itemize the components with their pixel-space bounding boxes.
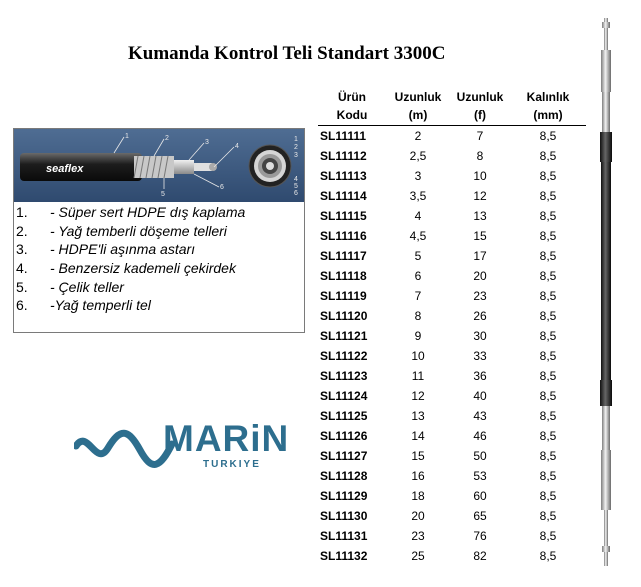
svg-text:3: 3: [205, 139, 209, 146]
cell-length-f: 60: [473, 489, 487, 503]
cell-length-f: 46: [473, 429, 487, 443]
cell-thickness: 8,5: [539, 269, 557, 283]
cell-length-m: 2,5: [409, 149, 427, 163]
svg-text:1: 1: [294, 136, 298, 143]
svg-text:2: 2: [294, 144, 298, 151]
cell-product-code: SL11118: [320, 269, 367, 283]
cell-thickness: 8,5: [539, 489, 557, 503]
cell-thickness: 8,5: [539, 229, 557, 243]
legend-item: 1. - Süper sert HDPE dış kaplama: [16, 204, 246, 221]
cell-product-code: SL11122: [320, 349, 368, 363]
cell-length-f: 33: [473, 349, 487, 363]
legend-item: 6. -Yağ temperli tel: [16, 297, 151, 314]
cell-length-m: 13: [411, 409, 425, 423]
cell-thickness: 8,5: [539, 549, 557, 563]
cell-length-m: 14: [411, 429, 425, 443]
table-row: [318, 266, 586, 286]
cell-length-f: 10: [473, 169, 487, 183]
cell-thickness: 8,5: [539, 349, 557, 363]
cell-thickness: 8,5: [539, 429, 557, 443]
cell-length-m: 10: [411, 349, 425, 363]
cell-product-code: SL11128: [320, 469, 368, 483]
cell-length-m: 4: [414, 209, 422, 223]
cell-length-m: 12: [411, 389, 425, 403]
table-row: [318, 406, 586, 426]
cell-thickness: 8,5: [539, 189, 557, 203]
cell-length-m: 18: [411, 489, 425, 503]
cell-length-m: 3,5: [409, 189, 427, 203]
cell-thickness: 8,5: [539, 249, 557, 263]
legend-item: 5. - Çelik teller: [16, 278, 124, 295]
page-title: Kumanda Kontrol Teli Standart 3300C: [128, 43, 446, 64]
table-row: [318, 186, 586, 206]
cell-length-m: 20: [411, 509, 425, 523]
cell-product-code: SL11127: [320, 449, 368, 463]
cell-length-m: 4,5: [409, 229, 427, 243]
table-row: [318, 466, 586, 486]
cell-product-code: SL11111: [320, 129, 367, 143]
cell-product-code: SL11117: [320, 249, 367, 263]
cell-thickness: 8,5: [539, 129, 557, 143]
brand-logo: seaflex: [46, 163, 84, 175]
cell-length-f: 12: [473, 189, 487, 203]
table-row: [318, 346, 586, 366]
cell-length-f: 43: [473, 409, 487, 423]
table-row: [318, 246, 586, 266]
table-row: [318, 546, 586, 566]
cell-length-m: 25: [411, 549, 425, 563]
cell-thickness: 8,5: [539, 329, 557, 343]
cell-length-f: 8: [476, 149, 484, 163]
table-row: [318, 206, 586, 226]
cell-length-m: 11: [411, 369, 425, 383]
table-header: [318, 86, 586, 126]
svg-text:4: 4: [235, 143, 239, 150]
header-thickness: Kalınlık (mm): [526, 90, 570, 122]
cell-length-m: 8: [414, 309, 422, 323]
cell-length-f: 50: [473, 449, 487, 463]
cell-product-code: SL11114: [320, 189, 367, 203]
cell-product-code: SL11131: [320, 529, 368, 543]
logo-wordmark: MARiN: [163, 418, 290, 459]
cell-thickness: 8,5: [539, 149, 557, 163]
cell-length-m: 15: [411, 449, 425, 463]
cell-product-code: SL11113: [320, 169, 367, 183]
table-row: [318, 526, 586, 546]
table-row: [318, 226, 586, 246]
logo-subtext: TURKIYE: [203, 459, 261, 470]
cell-product-code: SL11116: [320, 229, 367, 243]
cell-product-code: SL11115: [320, 209, 367, 223]
control-cable-image: [594, 18, 618, 570]
table-row: [318, 426, 586, 446]
cell-length-f: 15: [473, 229, 487, 243]
cell-product-code: SL11132: [320, 549, 368, 563]
svg-text:2: 2: [165, 135, 169, 142]
cell-product-code: SL11121: [320, 329, 368, 343]
cell-length-f: 36: [473, 369, 487, 383]
cell-length-f: 30: [473, 329, 487, 343]
cell-thickness: 8,5: [539, 369, 557, 383]
cell-length-m: 6: [414, 269, 422, 283]
cell-thickness: 8,5: [539, 289, 557, 303]
cell-product-code: SL11126: [320, 429, 368, 443]
cell-length-f: 82: [473, 549, 487, 563]
header-product-code: Ürün Kodu: [336, 90, 368, 122]
cell-thickness: 8,5: [539, 509, 557, 523]
cell-product-code: SL11120: [320, 309, 368, 323]
cell-thickness: 8,5: [539, 169, 557, 183]
cell-product-code: SL11129: [320, 489, 368, 503]
cell-product-code: SL11124: [320, 389, 368, 403]
cell-length-f: 65: [473, 509, 487, 523]
structure-legend: [16, 203, 304, 315]
cell-length-f: 53: [473, 469, 487, 483]
cell-thickness: 8,5: [539, 209, 557, 223]
cell-thickness: 8,5: [539, 389, 557, 403]
cell-length-m: 16: [411, 469, 425, 483]
table-row: [318, 326, 586, 346]
svg-text:4: 4: [294, 176, 298, 183]
cell-length-m: 7: [414, 289, 422, 303]
table-row: [318, 286, 586, 306]
table-row: [318, 506, 586, 526]
svg-text:6: 6: [294, 190, 298, 197]
svg-text:5: 5: [161, 191, 165, 198]
svg-text:6: 6: [220, 184, 224, 191]
cable-cross-section-image: [14, 129, 304, 202]
legend-item: 2. - Yağ temberli döşeme telleri: [16, 222, 227, 239]
table-row: [318, 446, 586, 466]
cell-thickness: 8,5: [539, 449, 557, 463]
table-row: [318, 306, 586, 326]
product-table: [318, 86, 586, 566]
table-body: [318, 126, 586, 566]
cell-product-code: SL11119: [320, 289, 367, 303]
svg-text:3: 3: [294, 152, 298, 159]
cell-length-f: 26: [473, 309, 487, 323]
cell-length-f: 20: [473, 269, 487, 283]
table-row: [318, 166, 586, 186]
cell-thickness: 8,5: [539, 469, 557, 483]
cell-product-code: SL11125: [320, 409, 368, 423]
legend-item: 4. - Benzersiz kademeli çekirdek: [16, 260, 236, 277]
cell-thickness: 8,5: [539, 409, 557, 423]
cell-length-f: 23: [473, 289, 487, 303]
table-row: [318, 366, 586, 386]
cell-length-m: 2: [414, 129, 422, 143]
cell-product-code: SL11112: [320, 149, 367, 163]
cell-product-code: SL11123: [320, 369, 368, 383]
cell-product-code: SL11130: [320, 509, 368, 523]
header-length-m: Uzunluk (m): [394, 90, 442, 122]
table-row: [318, 126, 586, 146]
cell-length-m: 3: [414, 169, 422, 183]
svg-text:5: 5: [294, 183, 298, 190]
table-row: [318, 386, 586, 406]
cable-structure-figure: [13, 128, 305, 333]
header-length-f: Uzunluk (f): [456, 90, 504, 122]
cell-length-m: 23: [411, 529, 425, 543]
legend-item: 3. - HDPE'li aşınma astarı: [16, 241, 196, 258]
table-row: [318, 146, 586, 166]
cell-length-m: 9: [414, 329, 422, 343]
table-row: [318, 486, 586, 506]
cell-length-f: 13: [473, 209, 487, 223]
cell-thickness: 8,5: [539, 309, 557, 323]
svg-text:1: 1: [125, 133, 129, 140]
cell-length-f: 7: [476, 129, 484, 143]
cell-length-f: 40: [473, 389, 487, 403]
cell-thickness: 8,5: [539, 529, 557, 543]
cell-length-f: 76: [473, 529, 487, 543]
cell-length-m: 5: [414, 249, 422, 263]
cell-length-f: 17: [473, 249, 487, 263]
